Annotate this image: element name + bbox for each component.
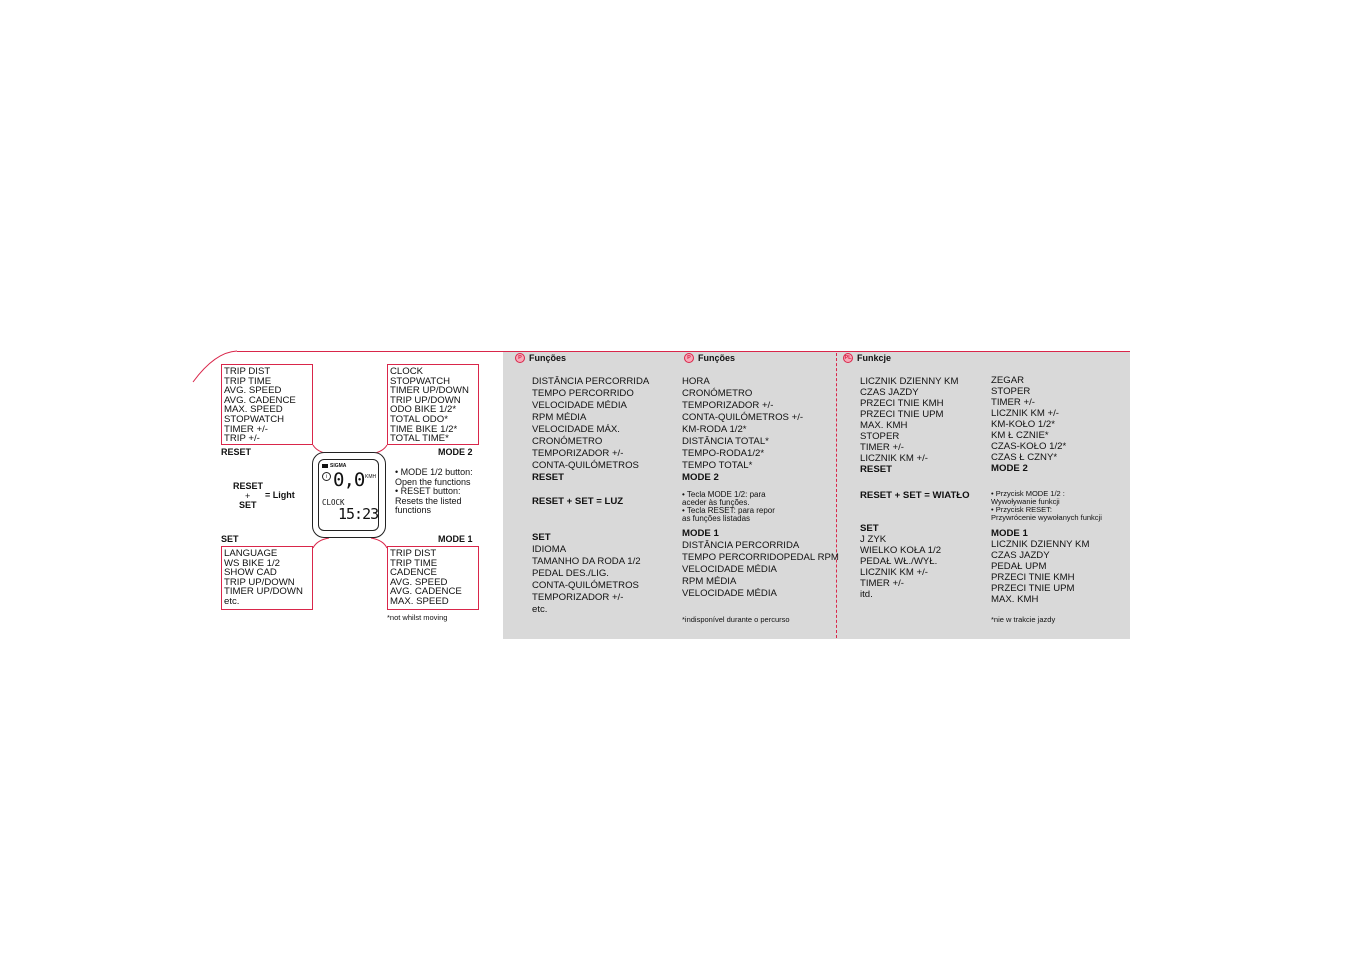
list-item: STOPWATCH — [390, 375, 451, 387]
list-item: etc. — [224, 595, 240, 607]
footnote-en: *not whilst moving — [387, 613, 448, 622]
list-item: LANGUAGE — [224, 548, 278, 559]
box-mode2-functions — [387, 364, 479, 445]
list-item: CLOCK — [390, 366, 424, 377]
pt-flag-icon: P — [684, 353, 694, 363]
group-label: SET — [860, 523, 879, 534]
note-line: Open the functions — [395, 476, 471, 487]
list-item: CZAS JAZDY — [991, 550, 1050, 561]
list-item: VELOCIDADE MÉDIA — [682, 564, 777, 575]
combo-set: SET — [239, 500, 257, 510]
section-title: Funções — [698, 353, 736, 363]
list-item: ZEGAR — [991, 375, 1025, 386]
note-line: Wywoływanie funkcji — [991, 497, 1060, 506]
pt-header-2 — [684, 353, 735, 363]
list-item: WS BIKE 1/2 — [224, 557, 280, 569]
list-item: TEMPO TOTAL* — [682, 460, 753, 471]
list-item: MAX. SPEED — [390, 595, 449, 607]
list-item: AVG. CADENCE — [390, 586, 462, 598]
list-item: LICZNIK DZIENNY KM — [991, 539, 1090, 550]
pt-flag-icon: P — [515, 353, 525, 363]
pl-column-1 — [860, 376, 970, 600]
note-line: aceder às funções. — [682, 498, 750, 507]
list-item: STOPWATCH — [224, 413, 285, 425]
button-notes — [395, 468, 473, 516]
pt-column-2 — [682, 376, 803, 484]
list-item: PEDAL DES./LIG. — [532, 568, 609, 579]
list-item: LICZNIK KM +/- — [860, 453, 928, 464]
box-mode1-functions — [387, 546, 479, 610]
list-item: VELOCIDADE MÉDIA — [532, 400, 627, 411]
combo-plus: + — [245, 491, 251, 501]
pl-column-2 — [991, 375, 1066, 474]
label-mode1: MODE 1 — [438, 534, 473, 544]
list-item: LICZNIK KM +/- — [860, 567, 928, 578]
list-item: PRZECI TNIE UPM — [991, 583, 1075, 594]
list-item: J ZYK — [860, 534, 887, 545]
group-label: SET — [532, 532, 551, 543]
list-item: AVG. CADENCE — [224, 394, 296, 406]
device-screen — [318, 459, 379, 531]
group-label: MODE 2 — [991, 463, 1028, 474]
list-item: LICZNIK KM +/- — [991, 408, 1059, 419]
list-item: DISTÂNCIA PERCORRIDA — [532, 376, 650, 387]
list-item: MAX. SPEED — [224, 404, 283, 416]
list-item: CADENCE — [390, 567, 437, 579]
group-label: MODE 1 — [991, 528, 1028, 539]
list-item: CZAS JAZDY — [860, 387, 919, 398]
list-item: TRIP TIME — [224, 375, 272, 387]
group-label: RESET — [532, 472, 564, 483]
note-line: Przywrócenie wywołanych funkcji — [991, 513, 1102, 522]
unit-label: KMH — [365, 474, 377, 480]
list-item: TOTAL ODO* — [390, 413, 448, 425]
list-item: CZAS-KOŁO 1/2* — [991, 441, 1067, 452]
note-line: • Tecla MODE 1/2: para — [682, 490, 766, 499]
note-line: functions — [395, 505, 432, 515]
list-item: TEMPORIZADOR +/- — [532, 448, 624, 459]
list-item: PRZECI TNIE KMH — [860, 398, 944, 409]
list-item: TRIP UP/DOWN — [224, 576, 295, 588]
list-item: TEMPO-RODA1/2* — [682, 448, 765, 459]
list-item: IDIOMA — [532, 544, 567, 555]
list-item: VELOCIDADE MÉDIA — [682, 588, 777, 599]
group-label: RESET — [860, 464, 892, 475]
top-rule — [237, 351, 1130, 352]
list-item: TRIP TIME — [390, 557, 438, 569]
list-item: TOTAL TIME* — [390, 433, 449, 445]
box-reset-functions — [221, 364, 313, 445]
list-item: CONTA-QUILÓMETROS — [532, 460, 639, 471]
note-line: • Przycisk RESET: — [991, 505, 1052, 514]
list-item: TEMPORIZADOR +/- — [532, 592, 624, 603]
pt-header-1 — [515, 353, 566, 363]
note-line: as funções listadas — [682, 514, 751, 523]
pl-header — [843, 353, 891, 363]
pl-flag-icon: PL — [844, 355, 852, 361]
list-item: STOPER — [991, 386, 1031, 397]
list-item: TIMER UP/DOWN — [224, 586, 303, 598]
note-line: Resets the listed — [395, 495, 462, 506]
pt-column-2-mode1 — [682, 528, 839, 600]
footnote-pl: *nie w trakcie jazdy — [991, 615, 1056, 624]
list-item: DISTÂNCIA TOTAL* — [682, 436, 769, 447]
list-item: PRZECI TNIE UPM — [860, 409, 944, 420]
list-item: etc. — [532, 604, 548, 615]
list-item: HORA — [682, 376, 710, 387]
mode-label: CLOCK — [322, 498, 345, 507]
list-item: CONTA-QUILÓMETROS +/- — [682, 412, 804, 423]
list-item: CZAS Ł CZNY* — [991, 452, 1058, 463]
bike-computer — [312, 452, 386, 538]
list-item: TIMER +/- — [991, 397, 1035, 408]
list-item: STOPER — [860, 431, 900, 442]
info-icon: i — [322, 472, 331, 481]
pt-notes — [682, 491, 775, 523]
list-item: ODO BIKE 1/2* — [390, 404, 457, 416]
list-item: KM-RODA 1/2* — [682, 424, 747, 435]
label-set: SET — [221, 534, 239, 544]
list-item: LICZNIK DZIENNY KM — [860, 376, 959, 387]
list-item: CRONÓMETRO — [532, 436, 603, 447]
list-item: MAX. KMH — [860, 420, 908, 431]
list-item: PEDAŁ UPM — [991, 561, 1047, 572]
list-item: TRIP +/- — [224, 433, 260, 445]
list-item: SHOW CAD — [224, 567, 277, 579]
footnote-pt: *indisponível durante o percurso — [682, 615, 790, 624]
list-item: TRIP DIST — [390, 548, 437, 559]
speed-readout: 0,0 — [333, 469, 365, 491]
pt-column-1 — [532, 376, 649, 616]
list-item: TIMER +/- — [224, 423, 268, 435]
list-item: AVG. SPEED — [224, 385, 282, 397]
combo-reset: RESET — [233, 481, 264, 491]
list-item: TRIP UP/DOWN — [390, 394, 461, 406]
list-item: itd. — [860, 589, 873, 600]
label-reset: RESET — [221, 447, 252, 457]
combo-result: = Light — [265, 490, 295, 500]
list-item: TEMPO PERCORRIDOPEDAL RPM — [682, 552, 839, 563]
combo-label: RESET + SET = LUZ — [532, 496, 624, 507]
list-item: TIME BIKE 1/2* — [390, 423, 458, 435]
combo-label: RESET + SET = WIATŁO — [860, 490, 970, 501]
list-item: PEDAŁ WŁ./WYŁ. — [860, 556, 938, 567]
note-line: • Tecla RESET: para repor — [682, 506, 775, 515]
section-title: Funkcje — [857, 353, 892, 363]
box-set-functions — [221, 546, 313, 610]
list-item: AVG. SPEED — [390, 576, 448, 588]
section-title: Funções — [529, 353, 567, 363]
list-item: DISTÂNCIA PERCORRIDA — [682, 540, 800, 551]
list-item: TEMPO PERCORRIDO — [532, 388, 634, 399]
list-item: TIMER +/- — [860, 578, 904, 589]
note-line: • RESET button: — [395, 486, 461, 496]
note-line: • MODE 1/2 button: — [395, 467, 473, 477]
list-item: VELOCIDADE MÁX. — [532, 424, 620, 435]
list-item: PRZECI TNIE KMH — [991, 572, 1075, 583]
list-item: RPM MÉDIA — [532, 412, 587, 423]
list-item: KM-KOŁO 1/2* — [991, 419, 1055, 430]
group-label: MODE 1 — [682, 528, 719, 539]
group-label: MODE 2 — [682, 472, 719, 483]
label-mode2: MODE 2 — [438, 447, 473, 457]
list-item: TEMPORIZADOR +/- — [682, 400, 774, 411]
pl-column-2-mode1 — [991, 528, 1089, 605]
list-item: WIELKO KOŁA 1/2 — [860, 545, 942, 556]
list-item: RPM MÉDIA — [682, 576, 737, 587]
list-item: MAX. KMH — [991, 594, 1039, 605]
sigma-logo-icon — [322, 464, 328, 468]
list-item: TAMANHO DA RODA 1/2 — [532, 556, 641, 567]
list-item: TRIP DIST — [224, 366, 271, 377]
pl-notes — [991, 490, 1102, 522]
list-item: CONTA-QUILÓMETROS — [532, 580, 639, 591]
list-item: TIMER UP/DOWN — [390, 385, 469, 397]
list-item: CRONÓMETRO — [682, 388, 753, 399]
list-item: TIMER +/- — [860, 442, 904, 453]
list-item: KM Ł CZNIE* — [991, 430, 1049, 441]
brand-label: SIGMA — [330, 463, 347, 469]
note-line: • Przycisk MODE 1/2 : — [991, 489, 1065, 498]
time-readout: 15:23 — [338, 505, 379, 523]
